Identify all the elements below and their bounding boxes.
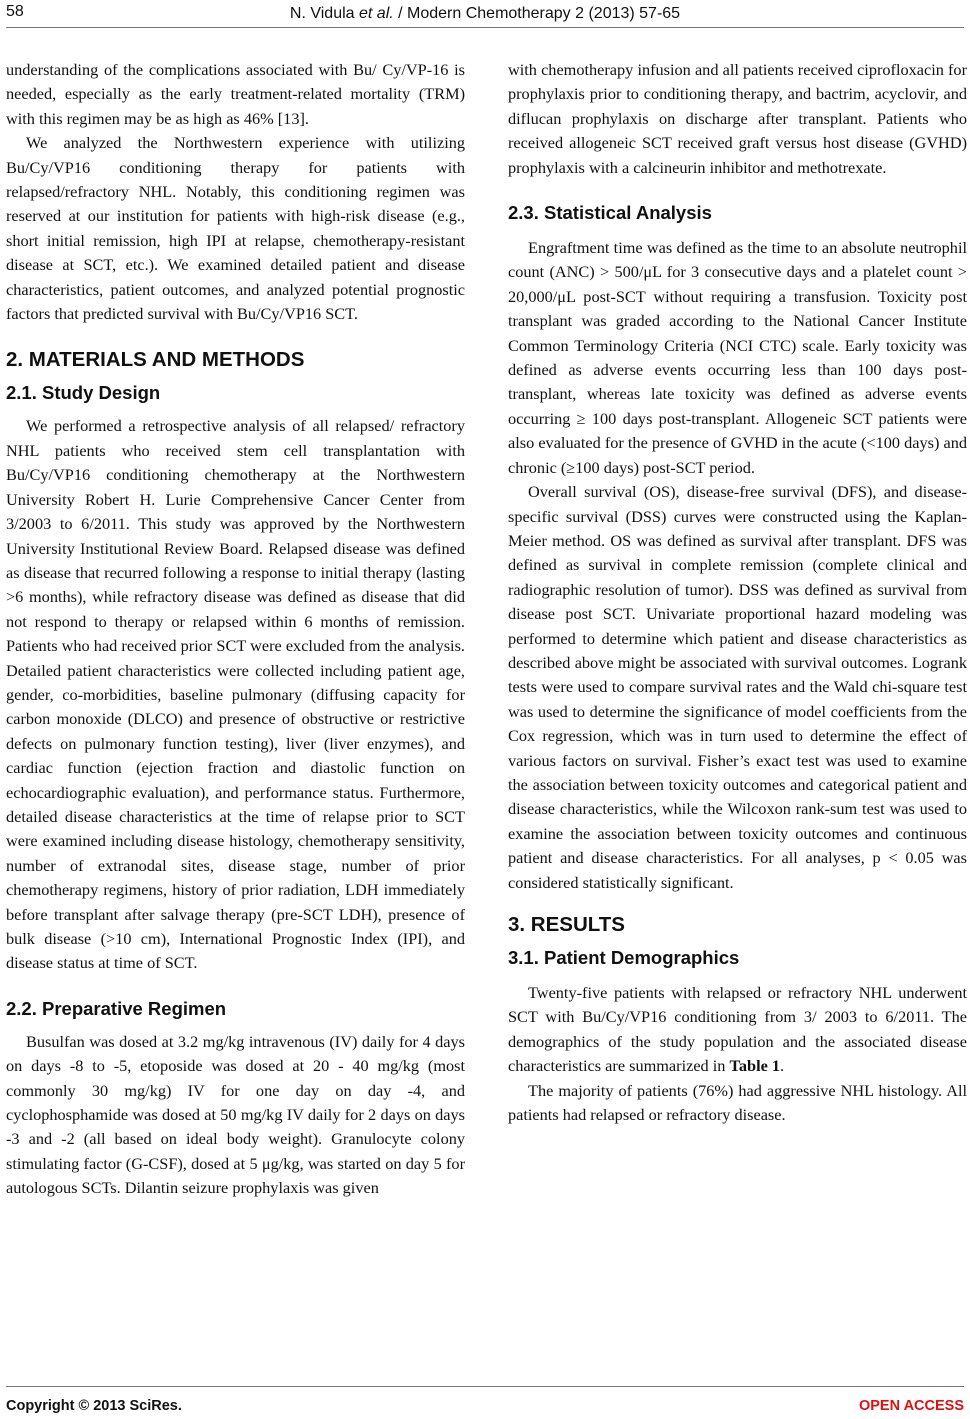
section-2-3-heading: 2.3. Statistical Analysis: [508, 202, 712, 224]
section-2-2-heading: 2.2. Preparative Regimen: [6, 997, 227, 1019]
right-column: [508, 58, 967, 1127]
demographics-period: .: [780, 1056, 785, 1076]
header-etal: et al.: [359, 5, 394, 22]
demographics-paragraph-2: The majority of patients (76%) had aggressive NHL histology. All patients had relapsed or refractory disease.: [508, 1080, 967, 1125]
open-access-label: OPEN ACCESS: [858, 1398, 964, 1414]
header-rule: [6, 27, 964, 28]
section-3-1-heading: 3.1. Patient Demographics: [508, 947, 740, 968]
section-2-1-heading: 2.1. Study Design: [6, 382, 161, 404]
section-3-heading: 3. RESULTS: [508, 913, 625, 936]
preparative-regimen-paragraph: Busulfan was dosed at 3.2 mg/kg intravenous (IV) daily for 4 days on days -8 to -5, etoposide was dosed at 20 - 40 mg/kg (most commonly 30 mg/kg) IV for one day on day -4, and cyclophosphamide was dosed at 50 mg/kg IV daily for 2 days on days -3 and -2 (all based on ideal body weight). Granulocyte colony stimulating factor (G-CSF), dosed at 5 μg/kg, was started on day 5 for autologous SCTs. Dilantin seizure prophylaxis was given: [6, 1031, 465, 1198]
preparative-regimen-continued: with chemotherapy infusion and all patients received ciprofloxacin for prophylaxis prior to conditioning therapy, and bactrim, acyclovir, and diflucan prophylaxis on discharge after transplant. Patients who received allogeneic SCT received graft versus host disease (GVHD) prophylaxis with a calcineurin inhibitor and methotrexate.: [508, 60, 967, 177]
copyright-notice: Copyright © 2013 SciRes.: [6, 1398, 182, 1414]
intro-paragraph-1: understanding of the complications associated with Bu/ Cy/VP-16 is needed, especially as the early treatment-related mortality (TRM) with this regimen may be as high as 46% [13].: [6, 60, 465, 128]
statistical-analysis-paragraph-2: Overall survival (OS), disease-free survival (DFS), and disease-specific survival (DSS) curves were constructed using the Kaplan-Meier method. OS was defined as survival after transplant. DFS was defined as survival in complete remission (complete clinical and radiographic resolution of tumor). DSS was defined as survival from disease post SCT. Univariate proportional hazard modeling was performed to determine which patient and disease characteristics as described above might be associated with survival outcomes. Logrank tests were used to compare survival rates and the Wald chi-square test was used to determine the significance of model coefficients from the Cox regression, which was in turn used to determine the effect of various factors on survival. Fisher’s exact test was used to examine the association between toxicity outcomes and categorical patient and disease characteristics, while the Wilcoxon rank-sum test was used to examine the association between toxicity outcomes and continuous patient and disease characteristics. For all analyses, p < 0.05 was considered statistically significant.: [508, 482, 967, 892]
demographics-paragraph-1: [508, 981, 967, 1079]
page-number: 58: [6, 3, 24, 20]
study-design-paragraph: We performed a retrospective analysis of all relapsed/ refractory NHL patients who received stem cell transplantation with Bu/Cy/VP16 conditioning chemotherapy at the Northwestern University Robert H. Lurie Comprehensive Cancer Center from 3/2003 to 6/2011. This study was approved by the Northwestern University Institutional Review Board. Relapsed disease was defined as disease that recurred following a response to initial therapy (lasting >6 months), while refractory disease was defined as disease that did not respond to therapy or relapsed within 6 months of remission. Patients who had received prior SCT were excluded from the analysis. Detailed patient characteristics were collected including patient age, gender, co-morbidities, baseline pulmonary (diffusing capacity for carbon monoxide (DLCO) and presence of obstructive or restrictive defects on pulmonary function testing), liver (liver enzymes), and cardiac function (ejection fraction and diastolic function on echocardiographic evaluation), and performance status. Furthermore, detailed disease characteristics at the time of relapse prior to SCT were examined including disease histology, chemotherapy sensitivity, number of extranodal sites, disease stage, number of prior chemotherapy regimens, history of prior radiation, LDH immediately before transplant after salvage therapy (pre-SCT LDH), presence of bulk disease (>10 cm), International Prognostic Index (IPI), and disease status at time of SCT.: [6, 416, 465, 973]
running-header: [0, 5, 970, 23]
header-journal: / Modern Chemotherapy 2 (2013) 57-65: [398, 5, 681, 22]
footer-rule: [6, 1386, 964, 1387]
table-1-reference[interactable]: Table 1: [729, 1056, 781, 1076]
section-2-heading: 2. MATERIALS AND METHODS: [6, 348, 305, 372]
statistical-analysis-paragraph-1: Engraftment time was defined as the time to an absolute neutrophil count (ANC) > 500/μL for 3 consecutive days and a platelet count > 20,000/μL post-SCT without requiring a transfusion. Toxicity post transplant was graded according to the National Cancer Institute Common Terminology Criteria (NCI CTC) scale. Early toxicity was defined as adverse events occurring less than 100 days post-transplant, whereas late toxicity was defined as adverse events occurring ≥ 100 days post-transplant. Allogeneic SCT patients were also evaluated for the presence of GVHD in the acute (<100 days) and chronic (≥100 days) post-SCT period.: [508, 238, 967, 477]
header-authors: N. Vidula: [289, 5, 355, 22]
intro-paragraph-2: We analyzed the Northwestern experience with utilizing Bu/Cy/VP16 conditioning therapy for patients with relapsed/refractory NHL. Notably, this conditioning regimen was reserved at our institution for patients with high-risk disease (e.g., short initial remission, high IPI at relapse, chemotherapy-resistant disease at SCT, etc.). We examined detailed patient and disease characteristics, patient outcomes, and analyzed potential prognostic factors that predicted survival with Bu/Cy/VP16 SCT.: [6, 133, 465, 324]
left-column: [6, 58, 465, 1201]
demographics-text: Twenty-five patients with relapsed or refractory NHL underwent SCT with Bu/Cy/VP16 conditioning from 3/ 2003 to 6/2011. The demographics of the study population and the associated disease characteristics are summarized in: [508, 983, 967, 1076]
